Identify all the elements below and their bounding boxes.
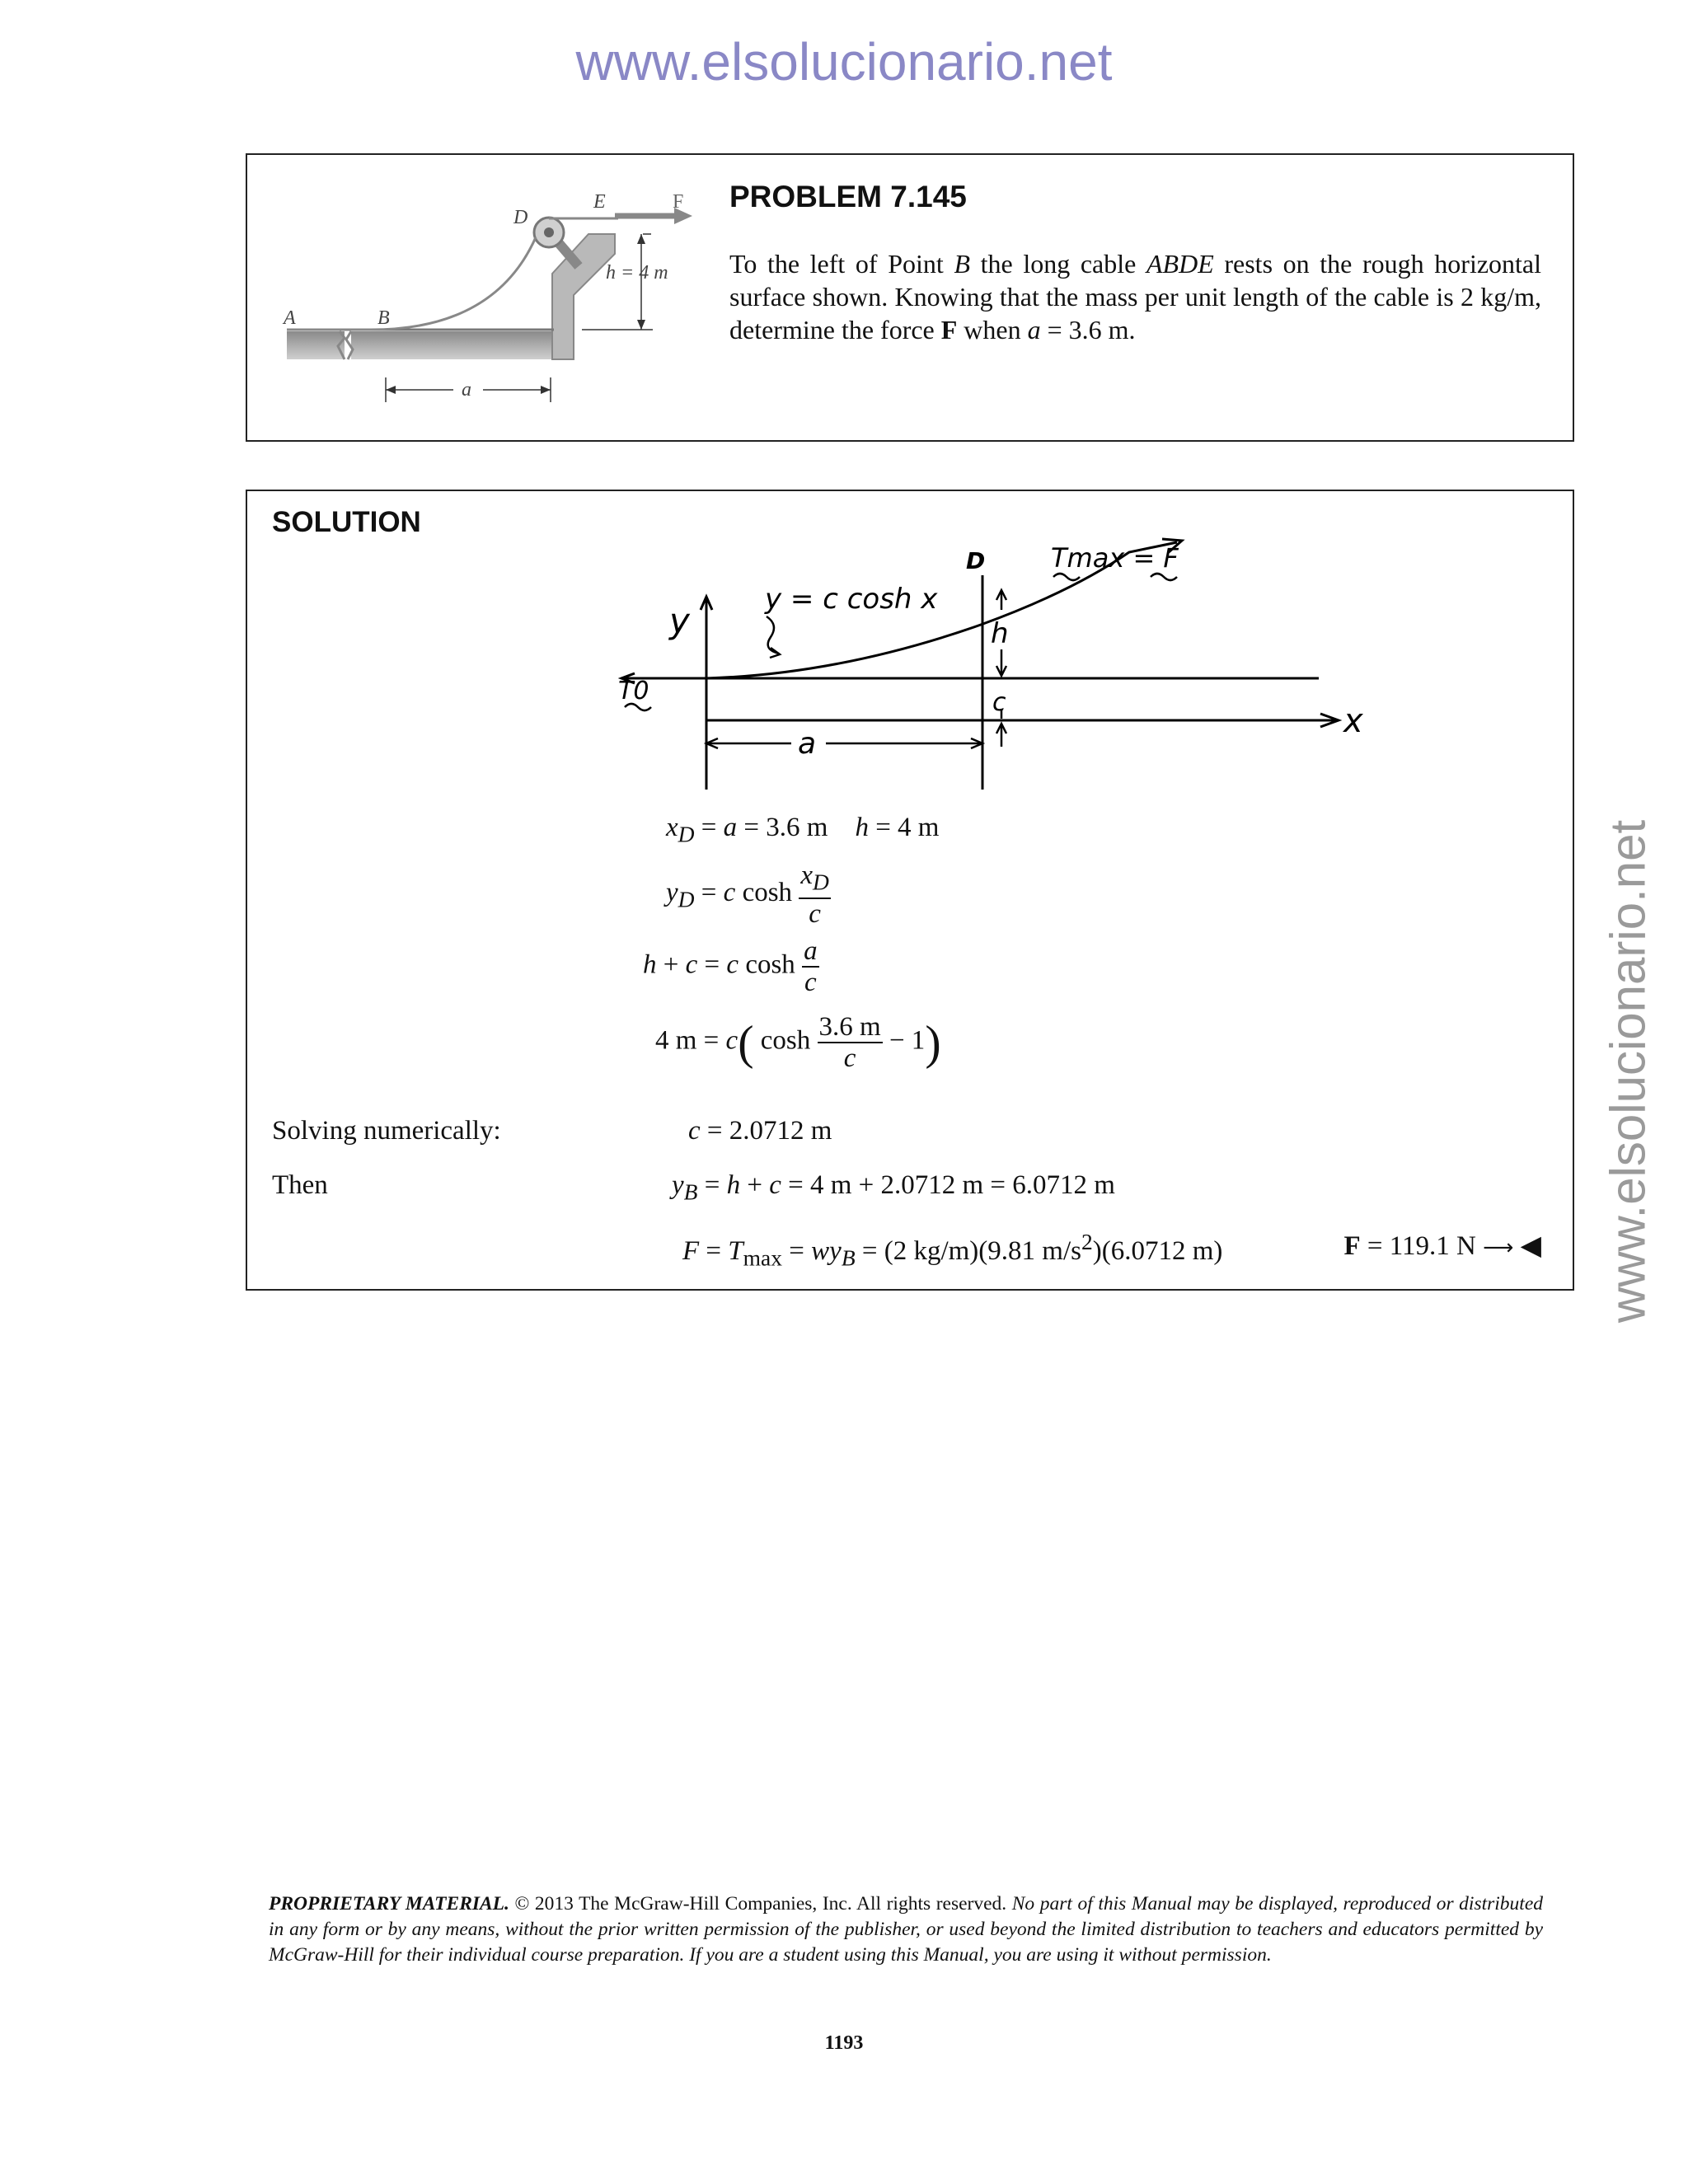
solution-title: SOLUTION (272, 506, 421, 538)
equation-c-value: c = 2.0712 m (688, 1116, 832, 1146)
fig-label-E: E (593, 191, 606, 213)
fig-label-B: B (377, 307, 390, 329)
footer-lead: PROPRIETARY MATERIAL. (269, 1893, 509, 1915)
problem-text-var-a: a (1027, 315, 1041, 344)
sketch-label-tmax: Tmax = F (1051, 542, 1179, 574)
problem-text-part: = 3.6 m. (1040, 315, 1136, 344)
solving-label: Solving numerically: (272, 1116, 501, 1146)
problem-text-force: F (940, 315, 958, 344)
problem-box (246, 153, 1574, 442)
fig-label-D: D (513, 207, 528, 228)
problem-title: PROBLEM 7.145 (729, 180, 967, 213)
problem-text-point-b: B (954, 249, 970, 279)
fig-label-h: h = 4 m (606, 262, 668, 284)
problem-figure (247, 155, 709, 435)
equation-solve-c: 4 m = c( cosh $\frac{3.6 m}{c}$ − 1) (655, 1012, 941, 1073)
watermark-top[interactable]: www.elsolucionario.net (575, 32, 1113, 91)
then-label: Then (272, 1170, 328, 1200)
problem-text (729, 247, 1541, 346)
equation-xd: $x_D = a = 3.6$ m h = 4 m (666, 813, 940, 847)
footer-italic: No part of this Manual may be displayed, reproduced or distributed in any form or by any means, without the prior written permission of the publisher, or used beyond the limited distribution to teachers and educators permitted by McGraw-Hill for their individual course preparation. If you are a student using this Manual, you are using it without permission. (269, 1893, 1544, 1966)
problem-text-cable-name: ABDE (1146, 249, 1214, 279)
sketch-label-t0: T0 (618, 677, 649, 705)
footer-plain: © 2013 The McGraw-Hill Companies, Inc. All rights reserved. (509, 1893, 1012, 1915)
sketch-label-x: x (1343, 702, 1363, 740)
ground-left (287, 331, 345, 359)
problem-text-part: To the left of Point (729, 249, 954, 279)
solution-sketch (610, 542, 1401, 798)
answer: F = 119.1 N ⟶ ◀ (1343, 1229, 1541, 1261)
problem-text-part: rests on the rough horizontal surface shown. Knowing that the mass per unit length of the cable is 2 kg/m, determine the force (729, 249, 1542, 344)
sketch-label-c: c (992, 688, 1006, 717)
copyright-footer (269, 1891, 1543, 1968)
sketch-label-D: D (966, 547, 986, 574)
fig-label-a: a (462, 379, 471, 401)
watermark-side-text[interactable]: www.elsolucionario.net (1600, 819, 1656, 1324)
equation-force: $F = T_{max} = wy_B = (2$ kg/m)(9.81 $m/s^2)(6.0712$ m) (682, 1229, 1223, 1271)
solution-box (246, 490, 1574, 1291)
sketch-label-curve: y = c cosh x (765, 583, 938, 616)
cable (287, 237, 536, 330)
fig-label-F: F (673, 191, 684, 213)
fig-label-A: A (284, 307, 296, 329)
sketch-label-y: y (669, 601, 690, 641)
problem-text-part: the long cable (969, 249, 1146, 279)
sketch-label-a: a (798, 727, 817, 761)
equation-yb: $y_B = h + c = 4$ m + 2.0712 m = 6.0712 m (672, 1170, 1115, 1205)
sketch-label-h: h (991, 617, 1009, 650)
page-number: 1193 (824, 2032, 864, 2054)
problem-text-part: when (957, 315, 1028, 344)
equation-hc: h + c = c cosh $\frac{a}{c}$ (643, 936, 818, 997)
equation-yd: $y_D = c$ cosh $\frac{x_D}{c}$ (666, 860, 829, 929)
ground-right (351, 331, 574, 359)
